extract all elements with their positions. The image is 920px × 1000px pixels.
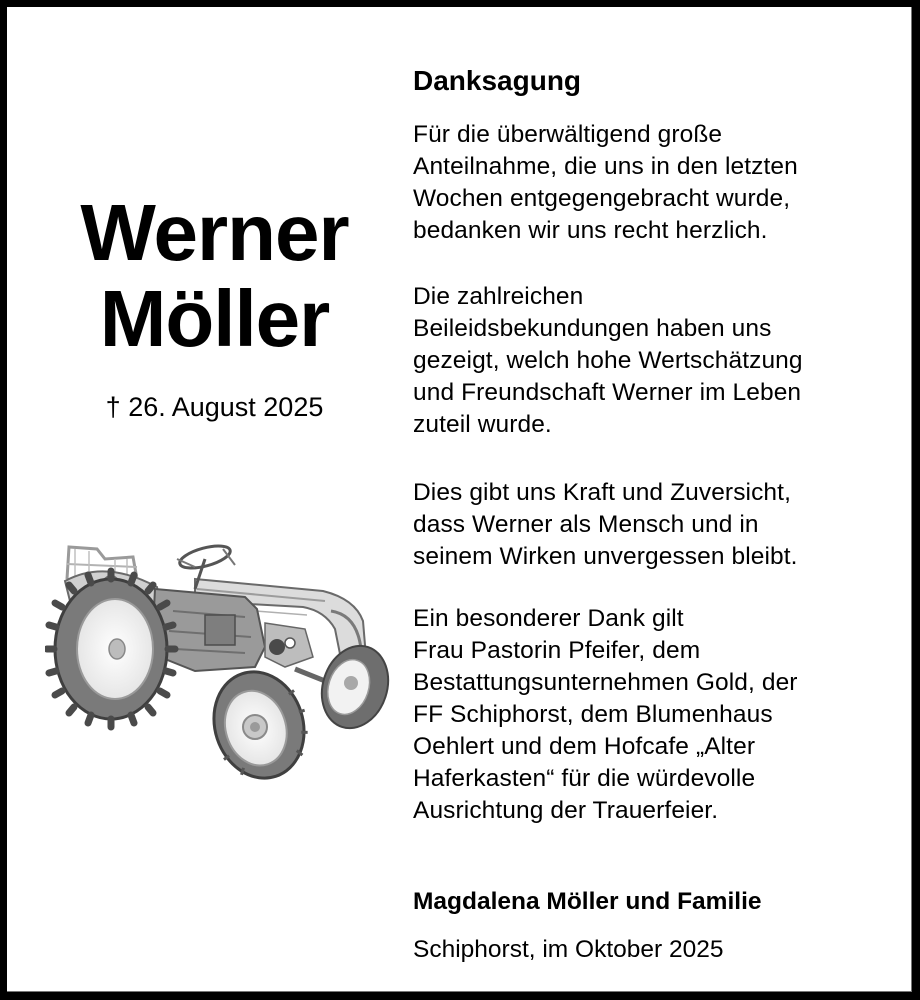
cross-icon: † bbox=[105, 392, 121, 422]
place-and-date: Schiphorst, im Oktober 2025 bbox=[413, 936, 724, 963]
notice-title: Danksagung bbox=[413, 65, 582, 96]
obituary-notice bbox=[7, 7, 912, 992]
text-line: Oehlert und dem Hofcafe „Alter bbox=[413, 733, 756, 760]
deceased-last-name: Möller bbox=[99, 274, 330, 363]
text-line: bedanken wir uns recht herzlich. bbox=[413, 217, 768, 244]
text-line: zuteil wurde. bbox=[413, 411, 552, 438]
text-line: Anteilnahme, die uns in den letzten bbox=[413, 153, 798, 180]
deceased-first-name: Werner bbox=[80, 188, 349, 277]
text-line: Haferkasten“ für die würdevolle bbox=[413, 765, 756, 792]
condolences-paragraph bbox=[413, 281, 888, 441]
tractor-icon bbox=[45, 519, 400, 789]
text-line: Ein besonderer Dank gilt bbox=[413, 605, 684, 632]
text-line: dass Werner als Mensch und in bbox=[413, 511, 759, 538]
text-line: Frau Pastorin Pfeifer, dem bbox=[413, 637, 701, 664]
text-line: gezeigt, welch hohe Wertschätzung bbox=[413, 347, 803, 374]
special-thanks-paragraph bbox=[413, 603, 888, 827]
thanks-paragraph bbox=[413, 119, 888, 247]
text-line: Die zahlreichen bbox=[413, 283, 584, 310]
text-line: FF Schiphorst, dem Blumenhaus bbox=[413, 701, 773, 728]
text-line: Wochen entgegengebracht wurde, bbox=[413, 185, 791, 212]
text-line: Ausrichtung der Trauerfeier. bbox=[413, 797, 719, 824]
text-line: Bestattungsunternehmen Gold, der bbox=[413, 669, 798, 696]
death-date-line bbox=[37, 391, 392, 423]
text-line: Beileidsbekundungen haben uns bbox=[413, 315, 772, 342]
text-line: Dies gibt uns Kraft und Zuversicht, bbox=[413, 479, 791, 506]
text-line: Für die überwältigend große bbox=[413, 121, 723, 148]
text-line: und Freundschaft Werner im Leben bbox=[413, 379, 802, 406]
strength-paragraph bbox=[413, 477, 888, 573]
text-line: seinem Wirken unvergessen bleibt. bbox=[413, 543, 798, 570]
death-date: 26. August 2025 bbox=[128, 392, 324, 422]
family-signature: Magdalena Möller und Familie bbox=[413, 888, 762, 915]
